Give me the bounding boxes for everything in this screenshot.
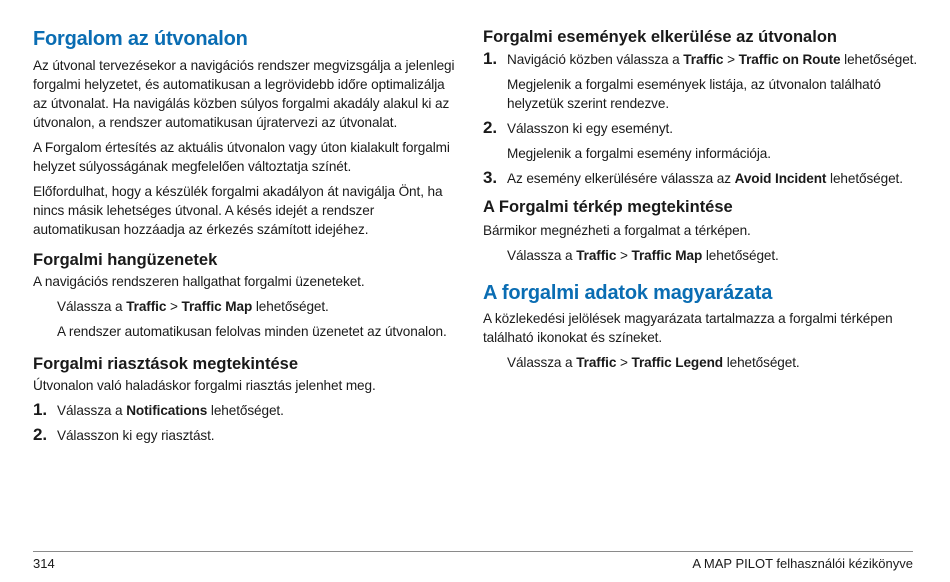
paragraph-traffic-legend: A közlekedési jelölések magyarázata tartalmazza a forgalmi térképen található ikonokat és színeket. bbox=[483, 311, 893, 345]
right-column bbox=[483, 0, 923, 372]
step-2-select-event: 2. Válasszon ki egy eseményt. bbox=[483, 118, 673, 137]
section-title-traffic-legend: A forgalmi adatok magyarázata bbox=[483, 282, 773, 304]
menu-path-traffic-legend: Traffic Legend bbox=[631, 355, 724, 370]
section-title-traffic-alerts: Forgalmi riasztások megtekintése bbox=[33, 355, 299, 373]
menu-path-traffic-map: Traffic Map bbox=[181, 299, 253, 314]
step-1-traffic-on-route: 1. Navigáció közben válassza a Traffic > Traffic on Route lehetőséget. bbox=[483, 49, 918, 68]
menu-path-notifications: Notifications bbox=[126, 403, 208, 418]
left-column bbox=[33, 0, 463, 445]
page-number: 314 bbox=[33, 556, 55, 571]
menu-path-traffic-on-route: Traffic on Route bbox=[738, 52, 841, 67]
note-event-list: Megjelenik a forgalmi események listája, az útvonalon található helyzetük szerint rendezve. bbox=[507, 77, 881, 111]
section-title-traffic-on-route: Forgalom az útvonalon bbox=[33, 28, 248, 50]
menu-path-traffic: Traffic bbox=[683, 52, 724, 67]
step-number: 1. bbox=[483, 49, 497, 68]
instruction-select-traffic-map: Válassza a Traffic > Traffic Map lehetőséget. bbox=[507, 248, 779, 263]
step-number: 3. bbox=[483, 168, 497, 187]
section-title-avoid-traffic-events: Forgalmi események elkerülése az útvonalon bbox=[483, 28, 837, 46]
step-3-avoid-incident: 3. Az esemény elkerülésére válassza az Avoid Incident lehetőséget. bbox=[483, 168, 903, 187]
instruction-select-traffic-legend: Válassza a Traffic > Traffic Legend lehetőséget. bbox=[507, 355, 800, 370]
paragraph-route-optimization: Az útvonal tervezésekor a navigációs rendszer megvizsgálja a jelenlegi forgalmi helyzetet, és automatikusan a legrövidebb időre optimalizálja az útvonalat. Ha navigálás közben súlyos forgalmi akadály alakul ki az útvonalon, a rendszer automatikusan újratervezi az útvonalat. bbox=[33, 58, 455, 130]
footer-divider bbox=[33, 551, 913, 552]
paragraph-traffic-notification-color: A Forgalom értesítés az aktuális útvonalon vagy úton kialakult forgalmi helyzet súlyosságának megfelelően változtatja színét. bbox=[33, 140, 450, 174]
paragraph-voice-messages: A navigációs rendszeren hallgathat forgalmi üzeneteket. bbox=[33, 274, 365, 289]
step-number: 2. bbox=[483, 118, 497, 137]
step-number: 1. bbox=[33, 400, 47, 419]
paragraph-view-traffic-map: Bármikor megnézheti a forgalmat a térképen. bbox=[483, 223, 751, 238]
manual-title: A MAP PILOT felhasználói kézikönyve bbox=[692, 556, 913, 571]
step-1-notifications: 1. Válassza a Notifications lehetőséget. bbox=[33, 400, 284, 419]
menu-path-avoid-incident: Avoid Incident bbox=[734, 171, 827, 186]
paragraph-traffic-delay: Előfordulhat, hogy a készülék forgalmi akadályon át navigálja Önt, ha nincs másik lehetséges útvonal. A késés idejét a rendszer automatikusan hozzáadja az érkezés számított idejéhez. bbox=[33, 184, 443, 237]
paragraph-traffic-alerts: Útvonalon való haladáskor forgalmi riasztás jelenhet meg. bbox=[33, 378, 376, 393]
step-2-select-alert: 2. Válasszon ki egy riasztást. bbox=[33, 425, 215, 444]
paragraph-auto-read-messages: A rendszer automatikusan felolvas minden üzenetet az útvonalon. bbox=[57, 324, 447, 339]
step-number: 2. bbox=[33, 425, 47, 444]
menu-path-traffic: Traffic bbox=[576, 355, 617, 370]
menu-path-traffic: Traffic bbox=[126, 299, 167, 314]
instruction-select-traffic-map: Válassza a Traffic > Traffic Map lehetőséget. bbox=[57, 299, 329, 314]
note-event-info: Megjelenik a forgalmi esemény információja. bbox=[507, 146, 771, 161]
menu-path-traffic-map: Traffic Map bbox=[631, 248, 703, 263]
menu-path-traffic: Traffic bbox=[576, 248, 617, 263]
section-title-traffic-map: A Forgalmi térkép megtekintése bbox=[483, 198, 733, 216]
section-title-traffic-voice-messages: Forgalmi hangüzenetek bbox=[33, 251, 218, 269]
